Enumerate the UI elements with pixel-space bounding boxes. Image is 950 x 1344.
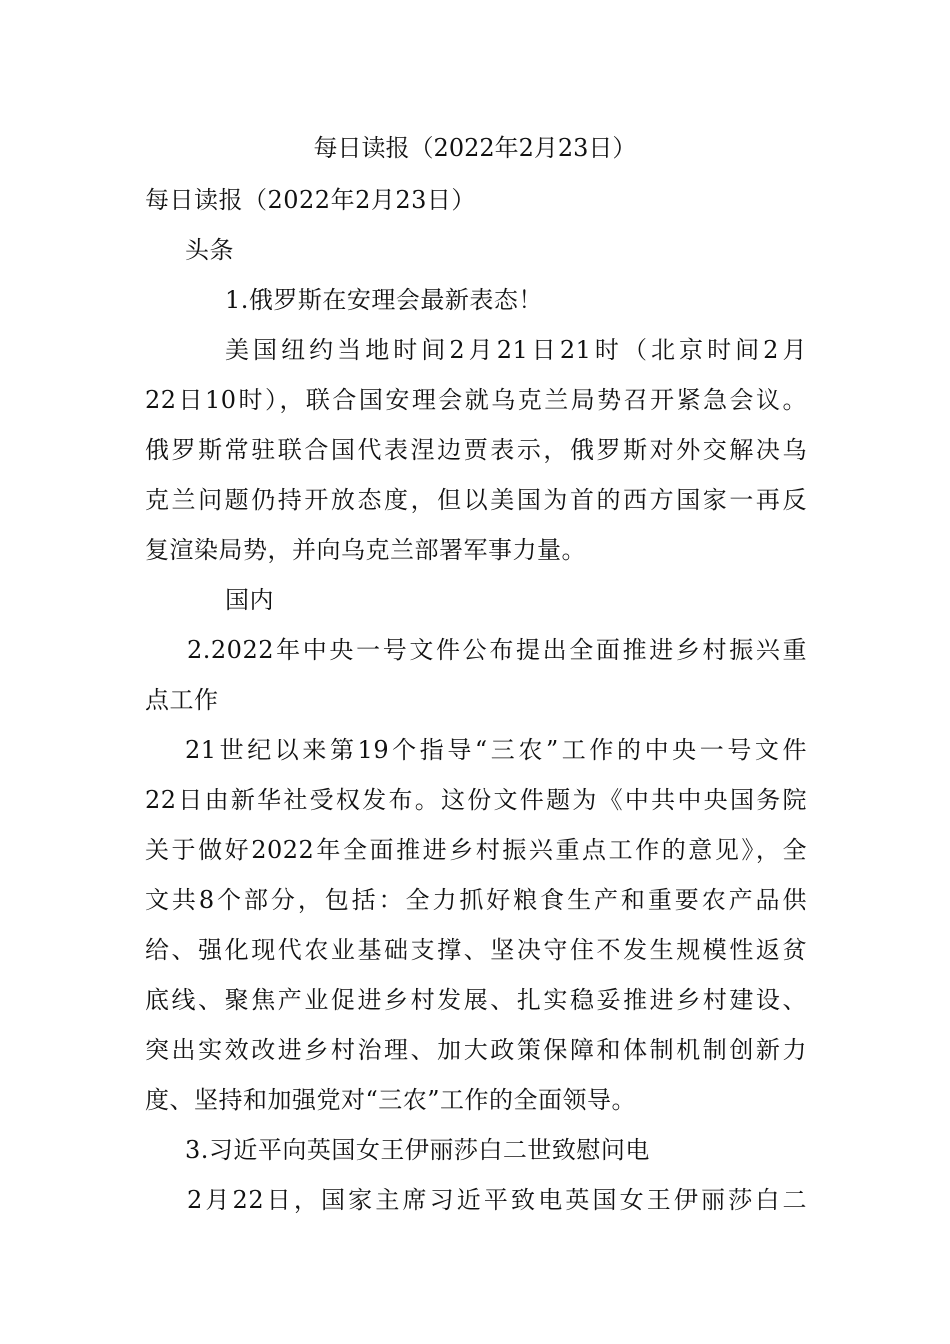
item1-body-line: 22日10时），联合国安理会就乌克兰局势召开紧急会议。 (145, 386, 807, 414)
item2-title-line: 点工作 (145, 686, 219, 714)
item2-body-line: 给、强化现代农业基础支撑、坚决守住不发生规模性返贫 (145, 936, 807, 964)
item1-body-line: 复渲染局势，并向乌克兰部署军事力量。 (145, 536, 586, 564)
item1-title: 1.俄罗斯在安理会最新表态！ (225, 286, 543, 314)
item2-body-line: 关于做好2022年全面推进乡村振兴重点工作的意见》，全 (145, 836, 807, 864)
item2-body-line: 底线、聚焦产业促进乡村发展、扎实稳妥推进乡村建设、 (145, 986, 807, 1014)
item2-body-line: 21世纪以来第19个指导“三农”工作的中央一号文件 (185, 736, 807, 764)
item2-body-line: 文共8个部分，包括：全力抓好粮食生产和重要农产品供 (145, 886, 807, 914)
item2-title-line: 2.2022年中央一号文件公布提出全面推进乡村振兴重 (187, 636, 807, 664)
item2-body-line: 22日由新华社受权发布。这份文件题为《中共中央国务院 (145, 786, 807, 814)
item1-body-line: 克兰问题仍持开放态度，但以美国为首的西方国家一再反 (145, 486, 807, 514)
item2-body-line: 突出实效改进乡村治理、加大政策保障和体制机制创新力 (145, 1036, 807, 1064)
item3-body-line: 2月22日，国家主席习近平致电英国女王伊丽莎白二 (187, 1186, 807, 1214)
document-subtitle: 每日读报（2022年2月23日） (145, 186, 476, 214)
section-headline-label: 头条 (185, 236, 234, 264)
item2-body-line: 度、坚持和加强党对“三农”工作的全面领导。 (145, 1086, 637, 1114)
item1-body-line: 美国纽约当地时间2月21日21时（北京时间2月 (225, 336, 807, 364)
item1-body-line: 俄罗斯常驻联合国代表涅边贾表示，俄罗斯对外交解决乌 (145, 436, 807, 464)
item3-title: 3.习近平向英国女王伊丽莎白二世致慰问电 (185, 1136, 650, 1164)
section-domestic-label: 国内 (225, 586, 274, 614)
document-title: 每日读报（2022年2月23日） (313, 134, 637, 162)
